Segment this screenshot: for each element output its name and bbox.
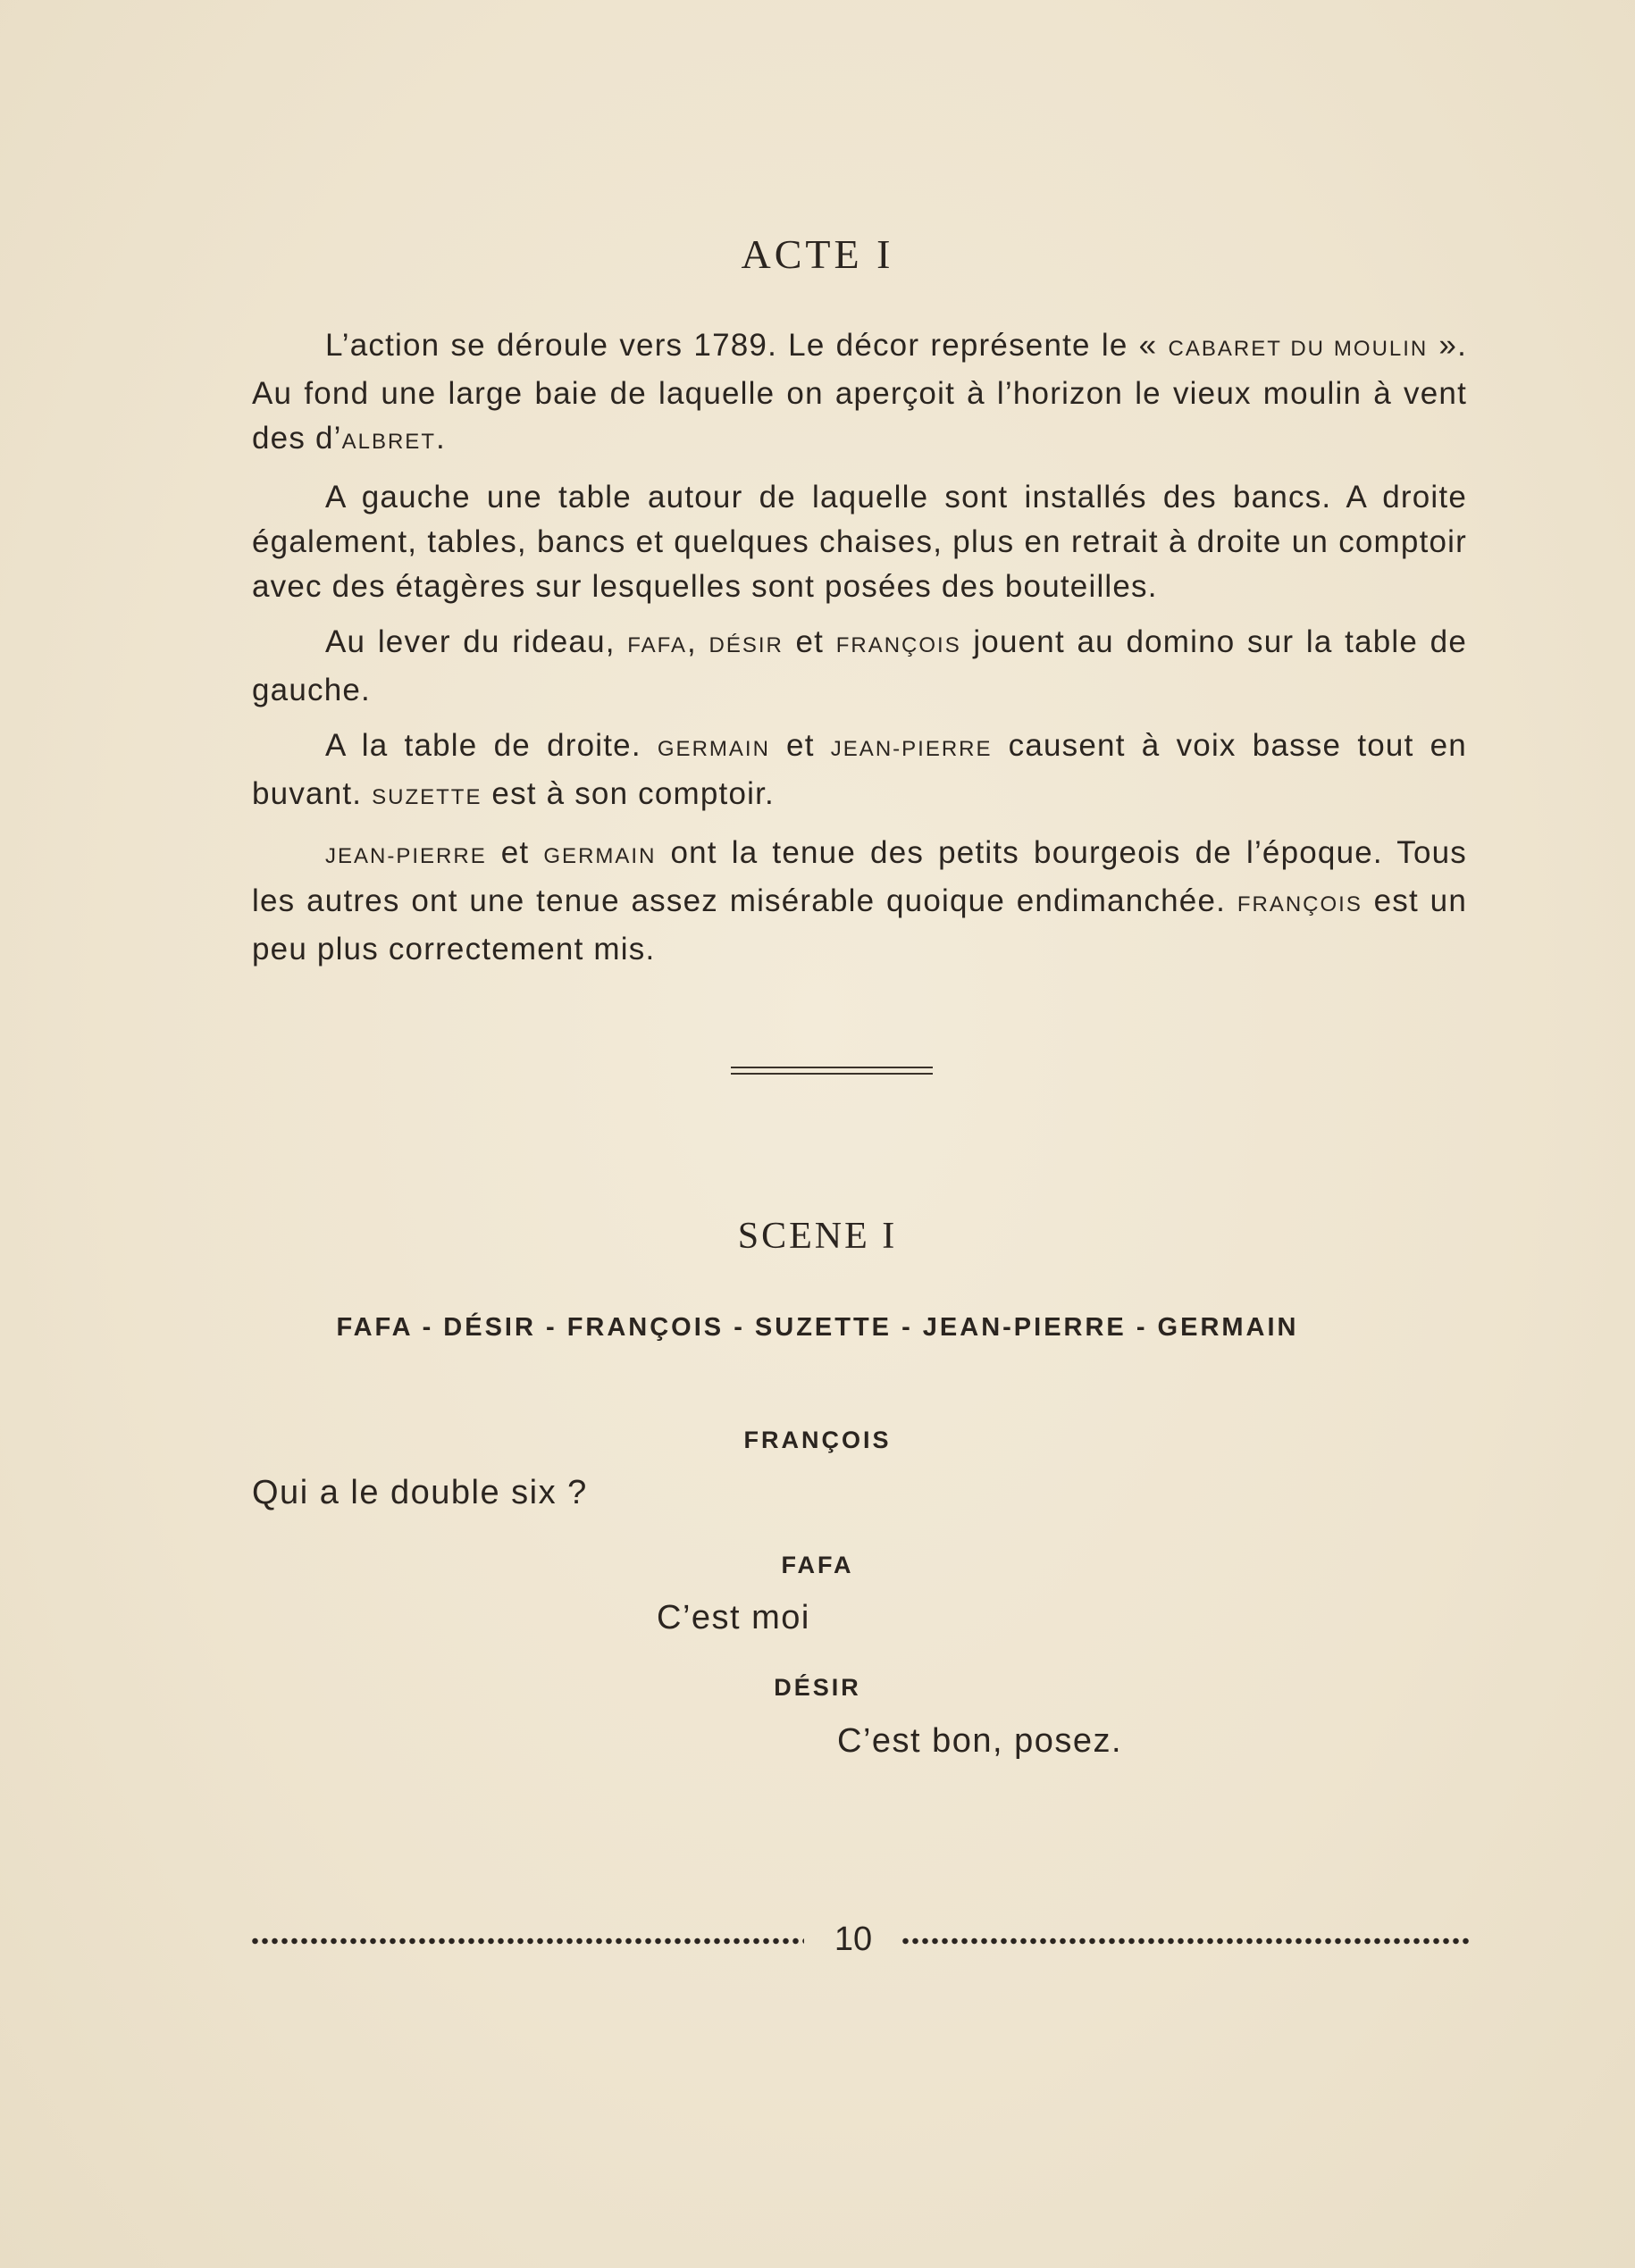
place-name: CABARET DU MOULIN xyxy=(1168,337,1429,361)
speaker-name: FRANÇOIS xyxy=(743,1427,892,1453)
character-francois: FRANÇOIS xyxy=(1237,892,1362,916)
footer-dot-leader-right xyxy=(901,1937,1469,1946)
character-francois: FRANÇOIS xyxy=(835,633,961,657)
stage-direction-curtain: Au lever du rideau, FAFA, DÉSIR et FRANÇOIS jouent au domino sur la table de gauche. xyxy=(252,624,1467,707)
stage-direction-right-table: A la table de droite. GERMAIN et JEAN-PIERRE causent à voix basse tout en buvant. SUZETTE est à son comptoir. xyxy=(252,728,1467,811)
speaker-name: DÉSIR xyxy=(774,1674,861,1701)
page-number: 10 xyxy=(834,1921,873,1958)
dialogue-line: C’est bon, posez. xyxy=(837,1722,1123,1760)
family-name: ALBRET xyxy=(341,430,436,454)
character-jean-pierre: JEAN-PIERRE xyxy=(325,844,487,868)
stage-directions xyxy=(252,323,1467,983)
character-desir: DÉSIR xyxy=(708,633,784,657)
character-fafa: FAFA xyxy=(627,633,687,657)
dialogue-line: C’est moi xyxy=(657,1599,810,1636)
scene-title: SCENE I xyxy=(737,1216,898,1257)
character-jean-pierre: JEAN-PIERRE xyxy=(830,737,993,761)
section-divider xyxy=(731,1067,933,1075)
speaker-name: FAFA xyxy=(781,1552,854,1578)
character-suzette: SUZETTE xyxy=(372,785,482,809)
footer-dot-leader-left xyxy=(250,1937,804,1946)
stage-direction-costumes: JEAN-PIERRE et GERMAIN ont la tenue des petits bourgeois de l’époque. Tous les autres ont une tenue assez misérable quoique endimanchée. FRANÇOIS est un peu plus correctement mis. xyxy=(252,835,1468,967)
stage-direction-setting: L’action se déroule vers 1789. Le décor représente le « CABARET DU MOULIN ». Au fond une large baie de laquelle on aperçoit à l’horizon le vieux moulin à vent des d’ALBRET. xyxy=(252,328,1468,456)
character-germain: GERMAIN xyxy=(543,844,657,868)
act-title: ACTE I xyxy=(741,231,894,277)
dialogue-line: Qui a le double six ? xyxy=(252,1474,588,1511)
cast-list: FAFA - DÉSIR - FRANÇOIS - SUZETTE - JEAN-PIERRE - GERMAIN xyxy=(336,1313,1299,1342)
character-germain: GERMAIN xyxy=(657,737,770,761)
stage-direction-furniture: A gauche une table autour de laquelle sont installés des bancs. A droite également, tables, bancs et quelques chaises, plus en retrait à droite un comptoir avec des étagères sur lesquelles sont posées des bouteilles. xyxy=(252,480,1467,604)
